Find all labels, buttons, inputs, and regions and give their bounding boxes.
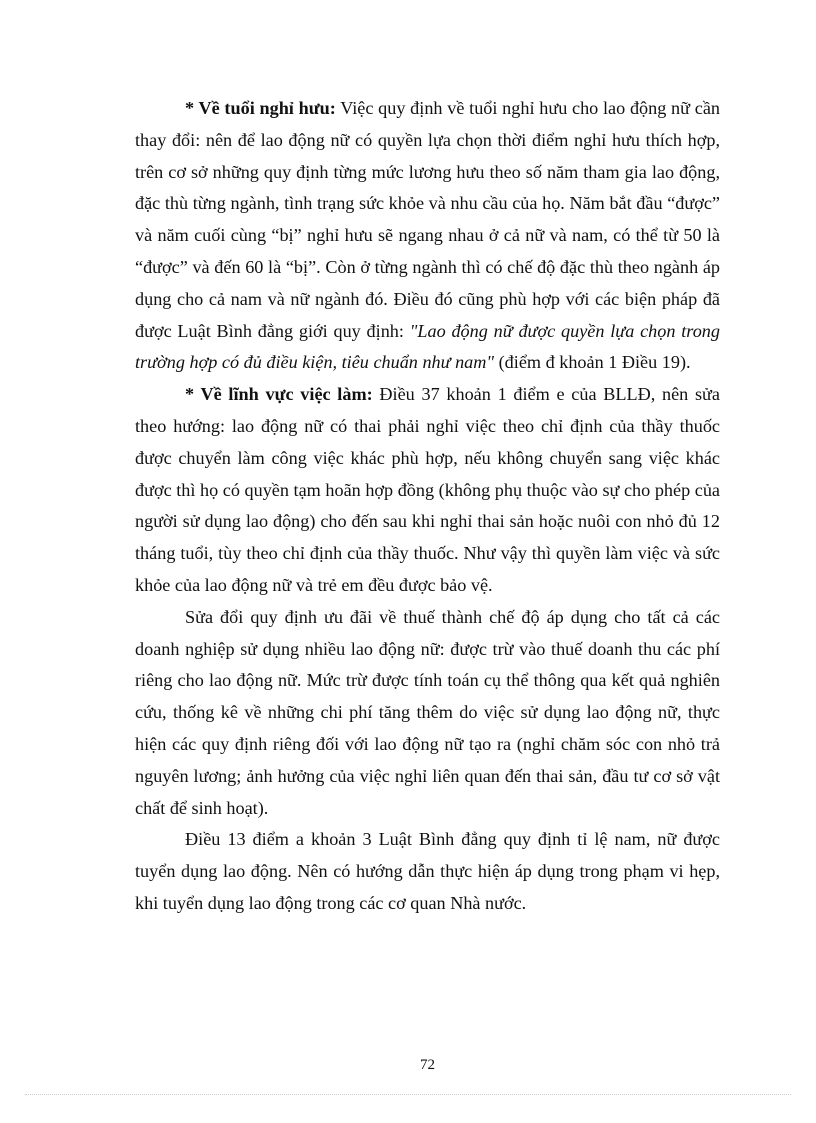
paragraph-tax-incentives (135, 602, 720, 825)
page-bottom-divider (25, 1094, 791, 1095)
page-number: 72 (420, 1057, 435, 1073)
paragraph-text: Việc quy định về tuổi nghỉ hưu cho lao động nữ cần thay đổi: nên để lao động nữ có quyền lựa chọn thời điểm nghỉ hưu thích hợp, trên cơ sở những quy định từng mức lương hưu theo số năm tham gia lao động, đặc thù từng ngành, tình trạng sức khỏe và nhu cầu của họ. Năm bắt đầu “được” và năm cuối cùng “bị” nghỉ hưu sẽ ngang nhau ở cả nữ và nam, có thể từ 50 là “được” và đến 60 là “bị”. Còn ở từng ngành thì có chế độ đặc thù theo ngành áp dụng cho cả nam và nữ ngành đó. Điều đó cũng phù hợp với các biện pháp đã được Luật Bình đẳng giới quy định: (135, 98, 720, 341)
paragraph-text: Điều 37 khoản 1 điểm e của BLLĐ, nên sửa theo hướng: lao động nữ có thai phải nghỉ việc theo chỉ định của thầy thuốc được chuyển làm công việc khác phù hợp, nếu không chuyển sang việc khác được thì họ có quyền tạm hoãn hợp đồng (không phụ thuộc vào sự cho phép của người sử dụng lao động) cho đến sau khi nghỉ thai sản hoặc nuôi con nhỏ đủ 12 tháng tuổi, tùy theo chỉ định của thầy thuốc. Như vậy thì quyền làm việc và sức khỏe của lao động nữ và trẻ em đều được bảo vệ. (135, 384, 720, 595)
paragraph-retirement-age (135, 93, 720, 379)
paragraph-employment (135, 379, 720, 602)
paragraph-recruitment (135, 824, 720, 919)
heading-employment: * Về lĩnh vực việc làm: (185, 384, 373, 405)
law-quote: "Lao động nữ được quyền lựa chọn trong trường hợp có đủ điều kiện, tiêu chuẩn như nam" (135, 320, 720, 373)
document-body (135, 93, 720, 920)
paragraph-text: Điều 13 điểm a khoản 3 Luật Bình đẳng quy định tỉ lệ nam, nữ được tuyển dụng lao động. Nên có hướng dẫn thực hiện áp dụng trong phạm vi hẹp, khi tuyển dụng lao động trong các cơ quan Nhà nước. (135, 829, 720, 913)
citation: (điểm đ khoản 1 Điều 19). (494, 352, 691, 373)
paragraph-text: Sửa đổi quy định ưu đãi về thuế thành chế độ áp dụng cho tất cả các doanh nghiệp sử dụng nhiều lao động nữ: được trừ vào thuế doanh thu các phí riêng cho lao động nữ. Mức trừ được tính toán cụ thể thông qua kết quả nghiên cứu, thống kê về những chi phí tăng thêm do việc sử dụng lao động nữ, thực hiện các quy định riêng đối với lao động nữ tạo ra (nghỉ chăm sóc con nhỏ trả nguyên lương; ảnh hưởng của việc nghỉ liên quan đến thai sản, đầu tư cơ sở vật chất để sinh hoạt). (135, 606, 720, 818)
heading-retirement-age: * Về tuổi nghỉ hưu: (185, 98, 336, 118)
